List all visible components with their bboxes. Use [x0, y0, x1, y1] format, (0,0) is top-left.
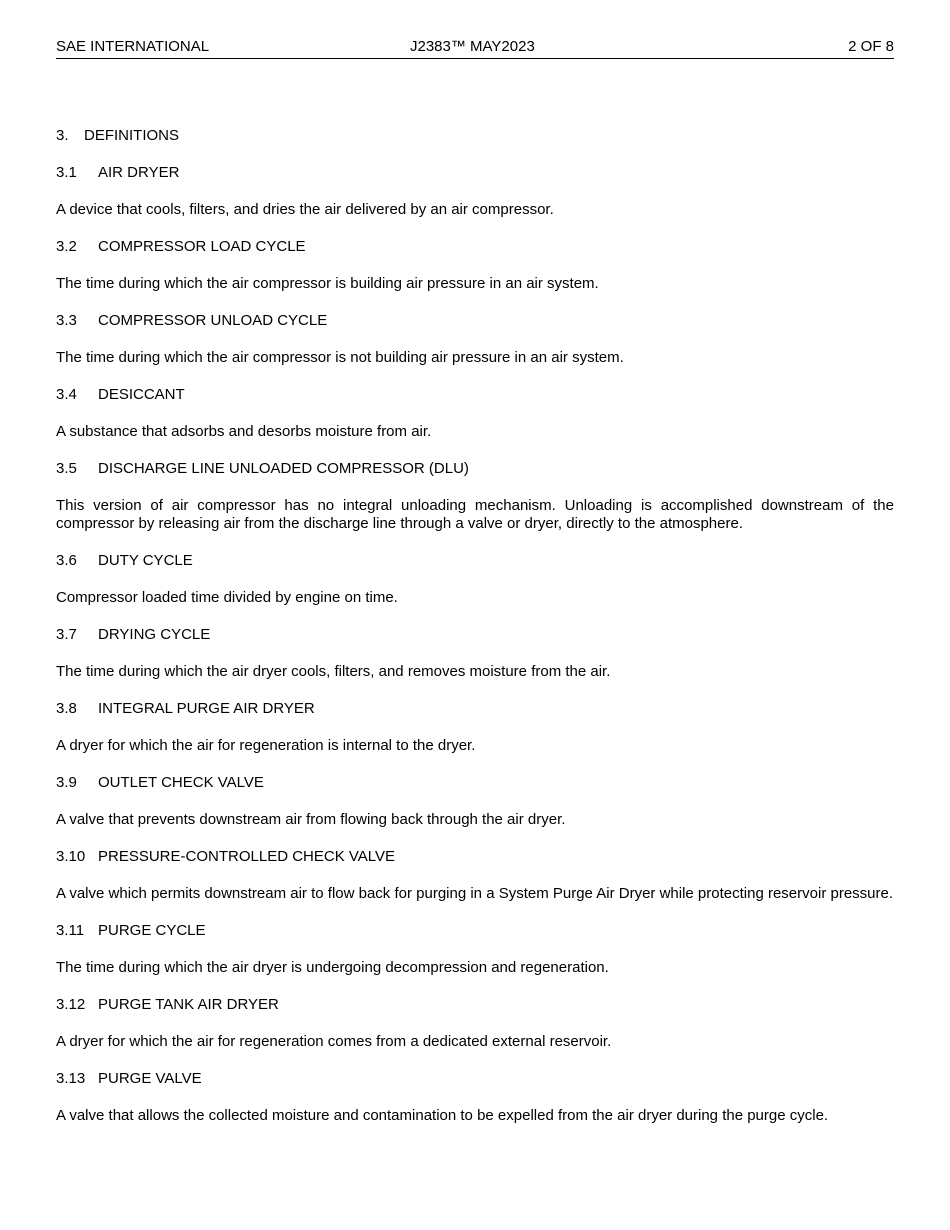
- definition-heading: [56, 700, 894, 718]
- definition-term: DRYING CYCLE: [98, 626, 211, 643]
- definition-number: 3.8: [56, 700, 77, 717]
- section-number: 3.: [56, 127, 69, 144]
- definition-text: The time during which the air dryer cools, filters, and removes moisture from the air.: [56, 663, 611, 680]
- definition-heading: [56, 848, 894, 866]
- definition-item: [56, 312, 894, 367]
- definition-heading: [56, 922, 894, 940]
- definition-text: A dryer for which the air for regeneration is internal to the dryer.: [56, 737, 476, 754]
- definition-item: [56, 238, 894, 293]
- definition-heading: [56, 626, 894, 644]
- definition-heading: [56, 164, 894, 182]
- definition-heading: [56, 1070, 894, 1088]
- publisher-name: SAE INTERNATIONAL: [56, 38, 210, 55]
- definition-item: [56, 460, 894, 533]
- definition-term: DISCHARGE LINE UNLOADED COMPRESSOR (DLU): [98, 460, 469, 477]
- definition-item: [56, 774, 894, 829]
- definition-heading: [56, 552, 894, 570]
- definition-text: This version of air compressor has no integral unloading mechanism. Unloading is accomplished downstream of the compressor by releasing air from the discharge line through a valve or dryer, directly to the atmosphere.: [56, 497, 894, 532]
- document-body: [56, 127, 894, 1144]
- definition-heading: [56, 996, 894, 1014]
- definition-text: A dryer for which the air for regeneration comes from a dedicated external reservoir.: [56, 1033, 612, 1050]
- definition-number: 3.6: [56, 552, 77, 569]
- definition-term: DUTY CYCLE: [98, 552, 193, 569]
- section-heading: [56, 127, 894, 145]
- page-header: [56, 38, 894, 59]
- definition-text: The time during which the air dryer is undergoing decompression and regeneration.: [56, 959, 609, 976]
- definition-number: 3.5: [56, 460, 77, 477]
- definition-term: COMPRESSOR UNLOAD CYCLE: [98, 312, 328, 329]
- definition-number: 3.1: [56, 164, 77, 181]
- definition-item: [56, 164, 894, 219]
- definition-item: [56, 848, 894, 903]
- definition-term: OUTLET CHECK VALVE: [98, 774, 264, 791]
- definition-text: Compressor loaded time divided by engine on time.: [56, 589, 398, 606]
- definition-text: A valve which permits downstream air to flow back for purging in a System Purge Air Dryer while protecting reservoir pressure.: [56, 885, 894, 902]
- definition-text: The time during which the air compressor is building air pressure in an air system.: [56, 275, 599, 292]
- definition-text: The time during which the air compressor is not building air pressure in an air system.: [56, 349, 624, 366]
- definition-number: 3.9: [56, 774, 77, 791]
- definition-number: 3.4: [56, 386, 77, 403]
- definition-item: [56, 1070, 894, 1125]
- definition-number: 3.13: [56, 1070, 86, 1087]
- definition-term: AIR DRYER: [98, 164, 180, 181]
- definition-term: INTEGRAL PURGE AIR DRYER: [98, 700, 315, 717]
- definition-number: 3.2: [56, 238, 77, 255]
- page-number: 2 OF 8: [848, 38, 894, 55]
- definition-number: 3.10: [56, 848, 86, 865]
- definition-heading: [56, 312, 894, 330]
- definition-number: 3.7: [56, 626, 77, 643]
- section-title: DEFINITIONS: [84, 127, 180, 144]
- definition-heading: [56, 386, 894, 404]
- definition-term: PURGE CYCLE: [98, 922, 206, 939]
- definition-item: [56, 552, 894, 607]
- definition-item: [56, 700, 894, 755]
- definition-heading: [56, 238, 894, 256]
- definition-term: COMPRESSOR LOAD CYCLE: [98, 238, 306, 255]
- definition-item: [56, 386, 894, 441]
- definition-item: [56, 626, 894, 681]
- definition-term: DESICCANT: [98, 386, 185, 403]
- definition-number: 3.12: [56, 996, 86, 1013]
- definition-text: A valve that allows the collected moisture and contamination to be expelled from the air dryer during the purge cycle.: [56, 1107, 829, 1124]
- definition-term: PRESSURE-CONTROLLED CHECK VALVE: [98, 848, 396, 865]
- definition-item: [56, 996, 894, 1051]
- document-id: J2383™ MAY2023: [410, 38, 535, 55]
- definition-text: A device that cools, filters, and dries the air delivered by an air compressor.: [56, 201, 554, 218]
- definition-number: 3.11: [56, 922, 85, 939]
- definition-term: PURGE VALVE: [98, 1070, 202, 1087]
- definition-heading: [56, 774, 894, 792]
- definition-text: A substance that adsorbs and desorbs moisture from air.: [56, 423, 432, 440]
- definition-heading: [56, 460, 894, 478]
- definition-item: [56, 922, 894, 977]
- definition-number: 3.3: [56, 312, 77, 329]
- definition-term: PURGE TANK AIR DRYER: [98, 996, 279, 1013]
- definition-text: A valve that prevents downstream air from flowing back through the air dryer.: [56, 811, 566, 828]
